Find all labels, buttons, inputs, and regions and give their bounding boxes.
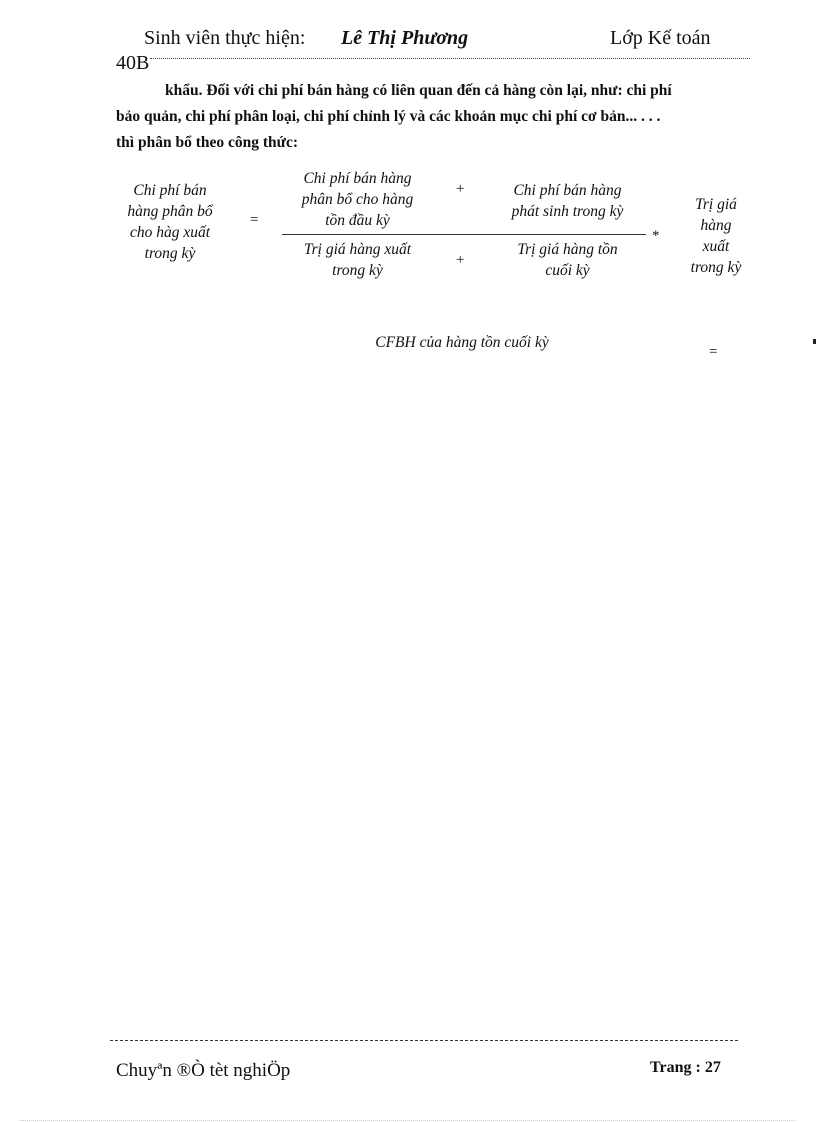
formula-lhs-line: Chi phí bán: [133, 182, 207, 199]
formula-num-b-line: Chi phí bán hàng: [513, 182, 622, 199]
formula-denominator-a: [280, 239, 435, 281]
formula-den-b-line: cuối kỳ: [545, 262, 590, 279]
formula-times: *: [652, 228, 660, 244]
formula-rhs-line: Trị giá: [695, 196, 737, 213]
formula-rhs-line: xuất: [702, 238, 730, 255]
formula-numerator-a: [280, 168, 435, 231]
formula-lhs: [110, 180, 230, 264]
formula-cfbh-label: CFBH của hàng tồn cuối kỳ: [375, 334, 549, 351]
formula-fraction-bar: [282, 234, 646, 235]
header-student-name: Lê Thị Phương: [341, 27, 469, 49]
formula-equals-2: =: [709, 344, 718, 360]
formula-den-b-line: Trị giá hàng tồn: [517, 241, 618, 258]
formula-denominator-b: [490, 239, 645, 281]
header-student-label: Sinh viên thực hiện:: [144, 27, 306, 49]
formula-numerator-b: [490, 180, 645, 222]
body-line-3: thì phân bổ theo công thức:: [116, 134, 298, 151]
formula-rhs: [678, 194, 754, 278]
formula-plus-numerator: +: [456, 181, 465, 197]
formula-num-a-line: phân bổ cho hàng: [301, 191, 414, 208]
footer-divider: [110, 1040, 738, 1041]
formula-num-a-line: Chi phí bán hàng: [303, 170, 412, 187]
formula-equals: =: [250, 212, 259, 228]
body-line-1: khẩu. Đối với chi phí bán hàng có liên quan đến cả hàng còn lại, như: chi phí: [165, 82, 672, 99]
formula-den-a-line: Trị giá hàng xuất: [303, 241, 412, 258]
header-class-label: Lớp Kế toán: [610, 27, 711, 49]
formula-lhs-line: hàng phân bổ: [127, 203, 213, 220]
formula-lhs-line: cho hàg xuất: [129, 224, 211, 241]
header-class-cont: 40B: [116, 52, 150, 74]
formula-lhs-line: trong kỳ: [144, 245, 196, 262]
header-divider: [150, 58, 750, 59]
footer-bottom-rule: [20, 1120, 796, 1121]
formula-rhs-line: hàng: [700, 217, 732, 234]
formula-den-a-line: trong kỳ: [332, 262, 383, 279]
formula-plus-denominator: +: [456, 252, 465, 268]
footer-page-number: Trang : 27: [650, 1059, 721, 1076]
formula-num-b-line: phát sinh trong kỳ: [511, 203, 624, 220]
body-line-2: bảo quản, chi phí phân loại, chi phí chỉnh lý và các khoản mục chi phí cơ bản... . . .: [116, 108, 661, 125]
footer-title: Chuyªn ®Ò tèt nghiÖp: [116, 1060, 291, 1081]
formula-rhs-line: trong kỳ: [690, 259, 742, 276]
formula-num-a-line: tồn đầu kỳ: [325, 212, 390, 229]
